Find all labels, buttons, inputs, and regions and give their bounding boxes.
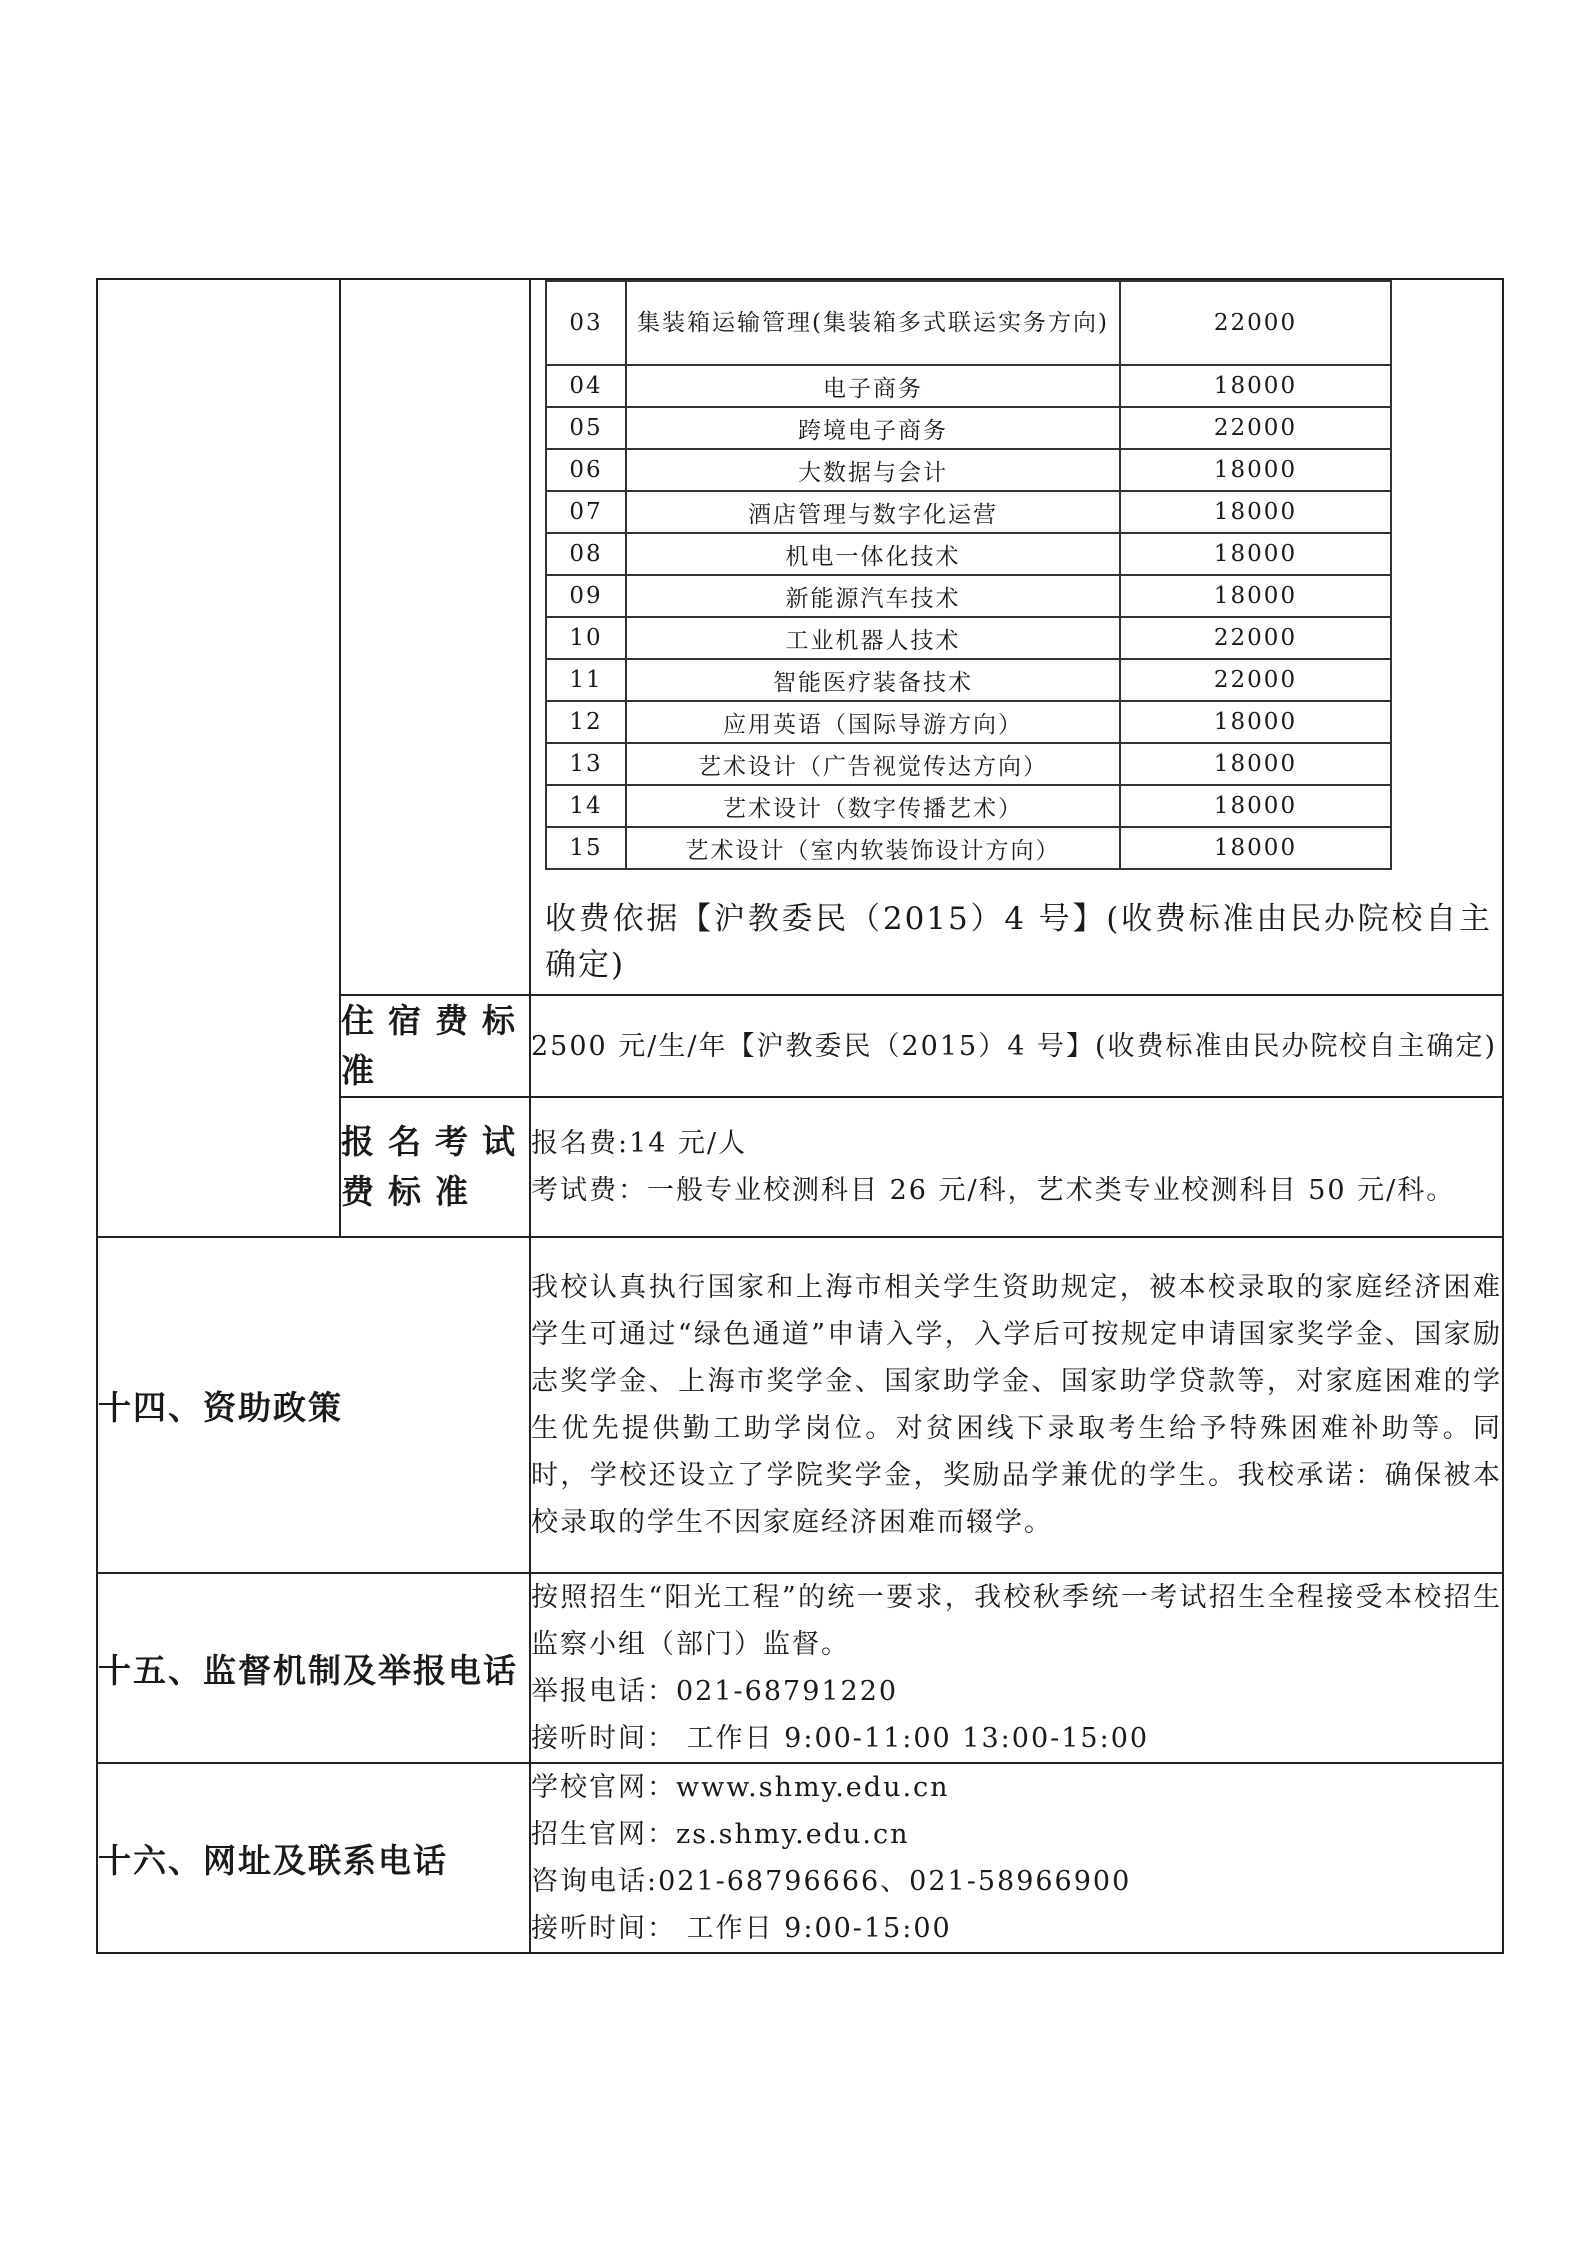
fee-cell-no: 14 [546,785,626,827]
fee-table-row [546,659,1391,701]
registration-fee-text: 报名费:14 元/人 [531,1128,748,1159]
fee-cell-no: 11 [546,659,626,701]
fee-cell-no: 06 [546,449,626,491]
section-16-label: 十六、网址及联系电话 [97,1763,530,1953]
fee-cell-no: 12 [546,701,626,743]
fee-cell-no: 13 [546,743,626,785]
fee-table-row [546,743,1391,785]
section-14-row [97,1237,1503,1573]
dorm-fee-label: 住宿费标准 [340,995,530,1097]
fee-table-row [546,365,1391,407]
section-13-label-cell [97,279,340,1237]
fee-cell-fee: 18000 [1120,785,1391,827]
fee-cell-fee: 18000 [1120,365,1391,407]
fee-table-row [546,575,1391,617]
tuition-content-cell [530,279,1503,995]
fee-table-row [546,827,1391,869]
fee-cell-fee: 22000 [1120,659,1391,701]
fee-table-row [546,533,1391,575]
fee-table-row [546,449,1391,491]
fee-cell-major: 艺术设计（数字传播艺术） [626,785,1120,827]
fee-cell-no: 03 [546,281,626,365]
fee-cell-major: 电子商务 [626,365,1120,407]
report-phone: 举报电话：021-68791220 [531,1676,899,1707]
fee-cell-no: 09 [546,575,626,617]
fee-cell-fee: 18000 [1120,743,1391,785]
tuition-fee-table [545,280,1392,870]
fee-cell-major: 大数据与会计 [626,449,1120,491]
fee-table-row [546,407,1391,449]
fee-cell-fee: 22000 [1120,407,1391,449]
admissions-website: 招生官网：zs.shmy.edu.cn [531,1819,910,1850]
report-hours: 接听时间： 工作日 9:00-11:00 13:00-15:00 [531,1723,1150,1754]
exam-fee-label: 报名考试费标准 [340,1097,530,1237]
consult-hours: 接听时间： 工作日 9:00-15:00 [531,1913,952,1944]
fee-cell-no: 07 [546,491,626,533]
dorm-fee-text: 2500 元/生/年【沪教委民（2015）4 号】(收费标准由民办院校自主确定) [530,995,1503,1097]
fee-table-row [546,701,1391,743]
tuition-row [97,279,1503,995]
consult-phone: 咨询电话:021-68796666、021-58966900 [531,1866,1132,1897]
section-16-row [97,1763,1503,1953]
fee-cell-fee: 22000 [1120,281,1391,365]
fee-table-row [546,281,1391,365]
exam-fee-text: 考试费：一般专业校测科目 26 元/科，艺术类专业校测科目 50 元/科。 [531,1175,1456,1206]
section-14-text: 我校认真执行国家和上海市相关学生资助规定，被本校录取的家庭经济困难学生可通过“绿色通道”申请入学，入学后可按规定申请国家奖学金、国家励志奖学金、上海市奖学金、国家助学金、国家助学贷款等，对家庭困难的学生优先提供勤工助学岗位。对贫困线下录取考生给予特殊困难补助等。同时，学校还设立了学院奖学金，奖励品学兼优的学生。我校承诺：确保被本校录取的学生不因家庭经济困难而辍学。 [530,1237,1503,1573]
fee-cell-fee: 22000 [1120,617,1391,659]
fee-cell-no: 10 [546,617,626,659]
section-15-row [97,1573,1503,1763]
fee-cell-major: 工业机器人技术 [626,617,1120,659]
fee-cell-fee: 18000 [1120,449,1391,491]
fee-cell-major: 新能源汽车技术 [626,575,1120,617]
fee-cell-major: 智能医疗装备技术 [626,659,1120,701]
fee-cell-fee: 18000 [1120,827,1391,869]
fee-cell-major: 集装箱运输管理(集装箱多式联运实务方向) [626,281,1120,365]
fee-cell-no: 05 [546,407,626,449]
fee-cell-no: 04 [546,365,626,407]
section-15-label: 十五、监督机制及举报电话 [97,1573,530,1763]
fee-table-row [546,617,1391,659]
fee-cell-fee: 18000 [1120,491,1391,533]
supervision-text: 按照招生“阳光工程”的统一要求，我校秋季统一考试招生全程接受本校招生监察小组（部门）监督。 [531,1582,1502,1660]
tuition-label-cell [340,279,530,995]
fee-cell-fee: 18000 [1120,575,1391,617]
section-15-content [530,1573,1503,1763]
fee-cell-major: 艺术设计（广告视觉传达方向） [626,743,1120,785]
fee-basis-note: 收费依据【沪教委民（2015）4 号】(收费标准由民办院校自主确定) [545,901,1492,983]
fee-table-row [546,785,1391,827]
fee-cell-major: 艺术设计（室内软装饰设计方向） [626,827,1120,869]
exam-fee-content [530,1097,1503,1237]
admissions-info-table [96,278,1504,1954]
fee-cell-major: 应用英语（国际导游方向） [626,701,1120,743]
school-website: 学校官网：www.shmy.edu.cn [531,1772,950,1803]
fee-cell-major: 机电一体化技术 [626,533,1120,575]
section-16-content [530,1763,1503,1953]
fee-table-row [546,491,1391,533]
fee-cell-major: 酒店管理与数字化运营 [626,491,1120,533]
fee-cell-fee: 18000 [1120,533,1391,575]
fee-cell-fee: 18000 [1120,701,1391,743]
section-14-label: 十四、资助政策 [97,1237,530,1573]
fee-cell-no: 15 [546,827,626,869]
fee-cell-no: 08 [546,533,626,575]
fee-cell-major: 跨境电子商务 [626,407,1120,449]
